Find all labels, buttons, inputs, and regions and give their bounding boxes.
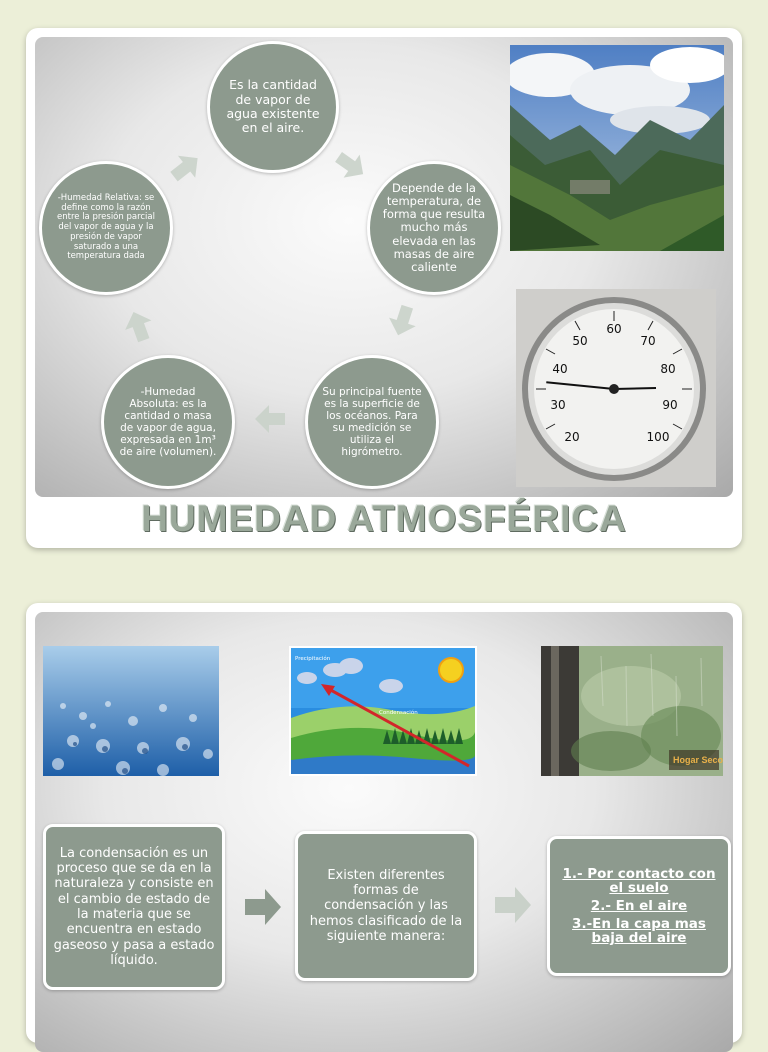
cycle-node-text: -Humedad Relativa: se define como la razón entre la presión parcial del vapor de agua y la presión de vapor saturado a una temperatura dada — [57, 192, 155, 262]
dial-label: 70 — [640, 334, 656, 348]
dial-label: 20 — [564, 430, 580, 444]
page-title: HUMEDAD ATMOSFÉRICA — [141, 498, 627, 539]
definition-box — [43, 824, 225, 990]
dial-label: 60 — [606, 322, 622, 336]
foggy-window-photo — [541, 646, 723, 776]
type-link-low-layer[interactable]: 3.-En la capa mas baja del aire — [572, 916, 706, 947]
dial-label: 30 — [550, 398, 566, 412]
condensation-types-box — [547, 836, 731, 976]
classification-text: Existen diferentes formas de condensación y las hemos clasificado de la siguiente manera: — [309, 867, 463, 944]
cycle-node-text: -Humedad Absoluta: es la cantidad o masa de vapor de agua, expresada en 1m³ de aire (volumen). — [119, 385, 217, 459]
dial-label: 50 — [572, 334, 588, 348]
cycle-node-temperature — [367, 161, 501, 295]
definition-text: La condensación es un proceso que se da en la naturaleza y consiste en el cambio de estado de la materia que se encuentra en estado gaseoso y pasa a estado líquido. — [53, 845, 215, 968]
mountain-landscape-photo — [510, 45, 724, 251]
diagram-label: Condensación — [379, 710, 418, 716]
dial-label: 90 — [662, 398, 678, 412]
cycle-node-text: Depende de la temperatura, de forma que resulta mucho más elevada en las masas de aire caliente — [382, 180, 486, 275]
diagram-label: Precipitación — [295, 656, 331, 662]
type-link-air[interactable]: 2.- En el aire — [590, 897, 688, 914]
dial-label: 100 — [646, 430, 670, 444]
cycle-node-text: Es la cantidad de vapor de agua existente en el aire. — [226, 77, 320, 136]
slide-condensacion — [26, 603, 742, 1043]
water-cycle-diagram — [289, 646, 477, 776]
cycle-node-text: Su principal fuente es la superficie de los océanos. Para su medición se utiliza el higrómetro. — [322, 385, 422, 459]
dial-label: 80 — [660, 362, 676, 376]
slide-panel — [35, 612, 733, 1052]
slide-humedad — [26, 28, 742, 548]
hygrometer-photo — [516, 289, 716, 487]
classification-box — [295, 831, 477, 981]
cycle-node-absolute — [101, 355, 235, 489]
dial-label: 40 — [552, 362, 568, 376]
type-link-soil[interactable]: 1.- Por contacto con el suelo — [562, 865, 716, 896]
cycle-node-relative — [39, 161, 173, 295]
water-drops-photo — [43, 646, 219, 776]
slide-panel — [35, 37, 733, 497]
cycle-node-source — [305, 355, 439, 489]
watermark-text: Hogar Seco — [673, 755, 723, 765]
cycle-node-definition — [207, 41, 339, 173]
